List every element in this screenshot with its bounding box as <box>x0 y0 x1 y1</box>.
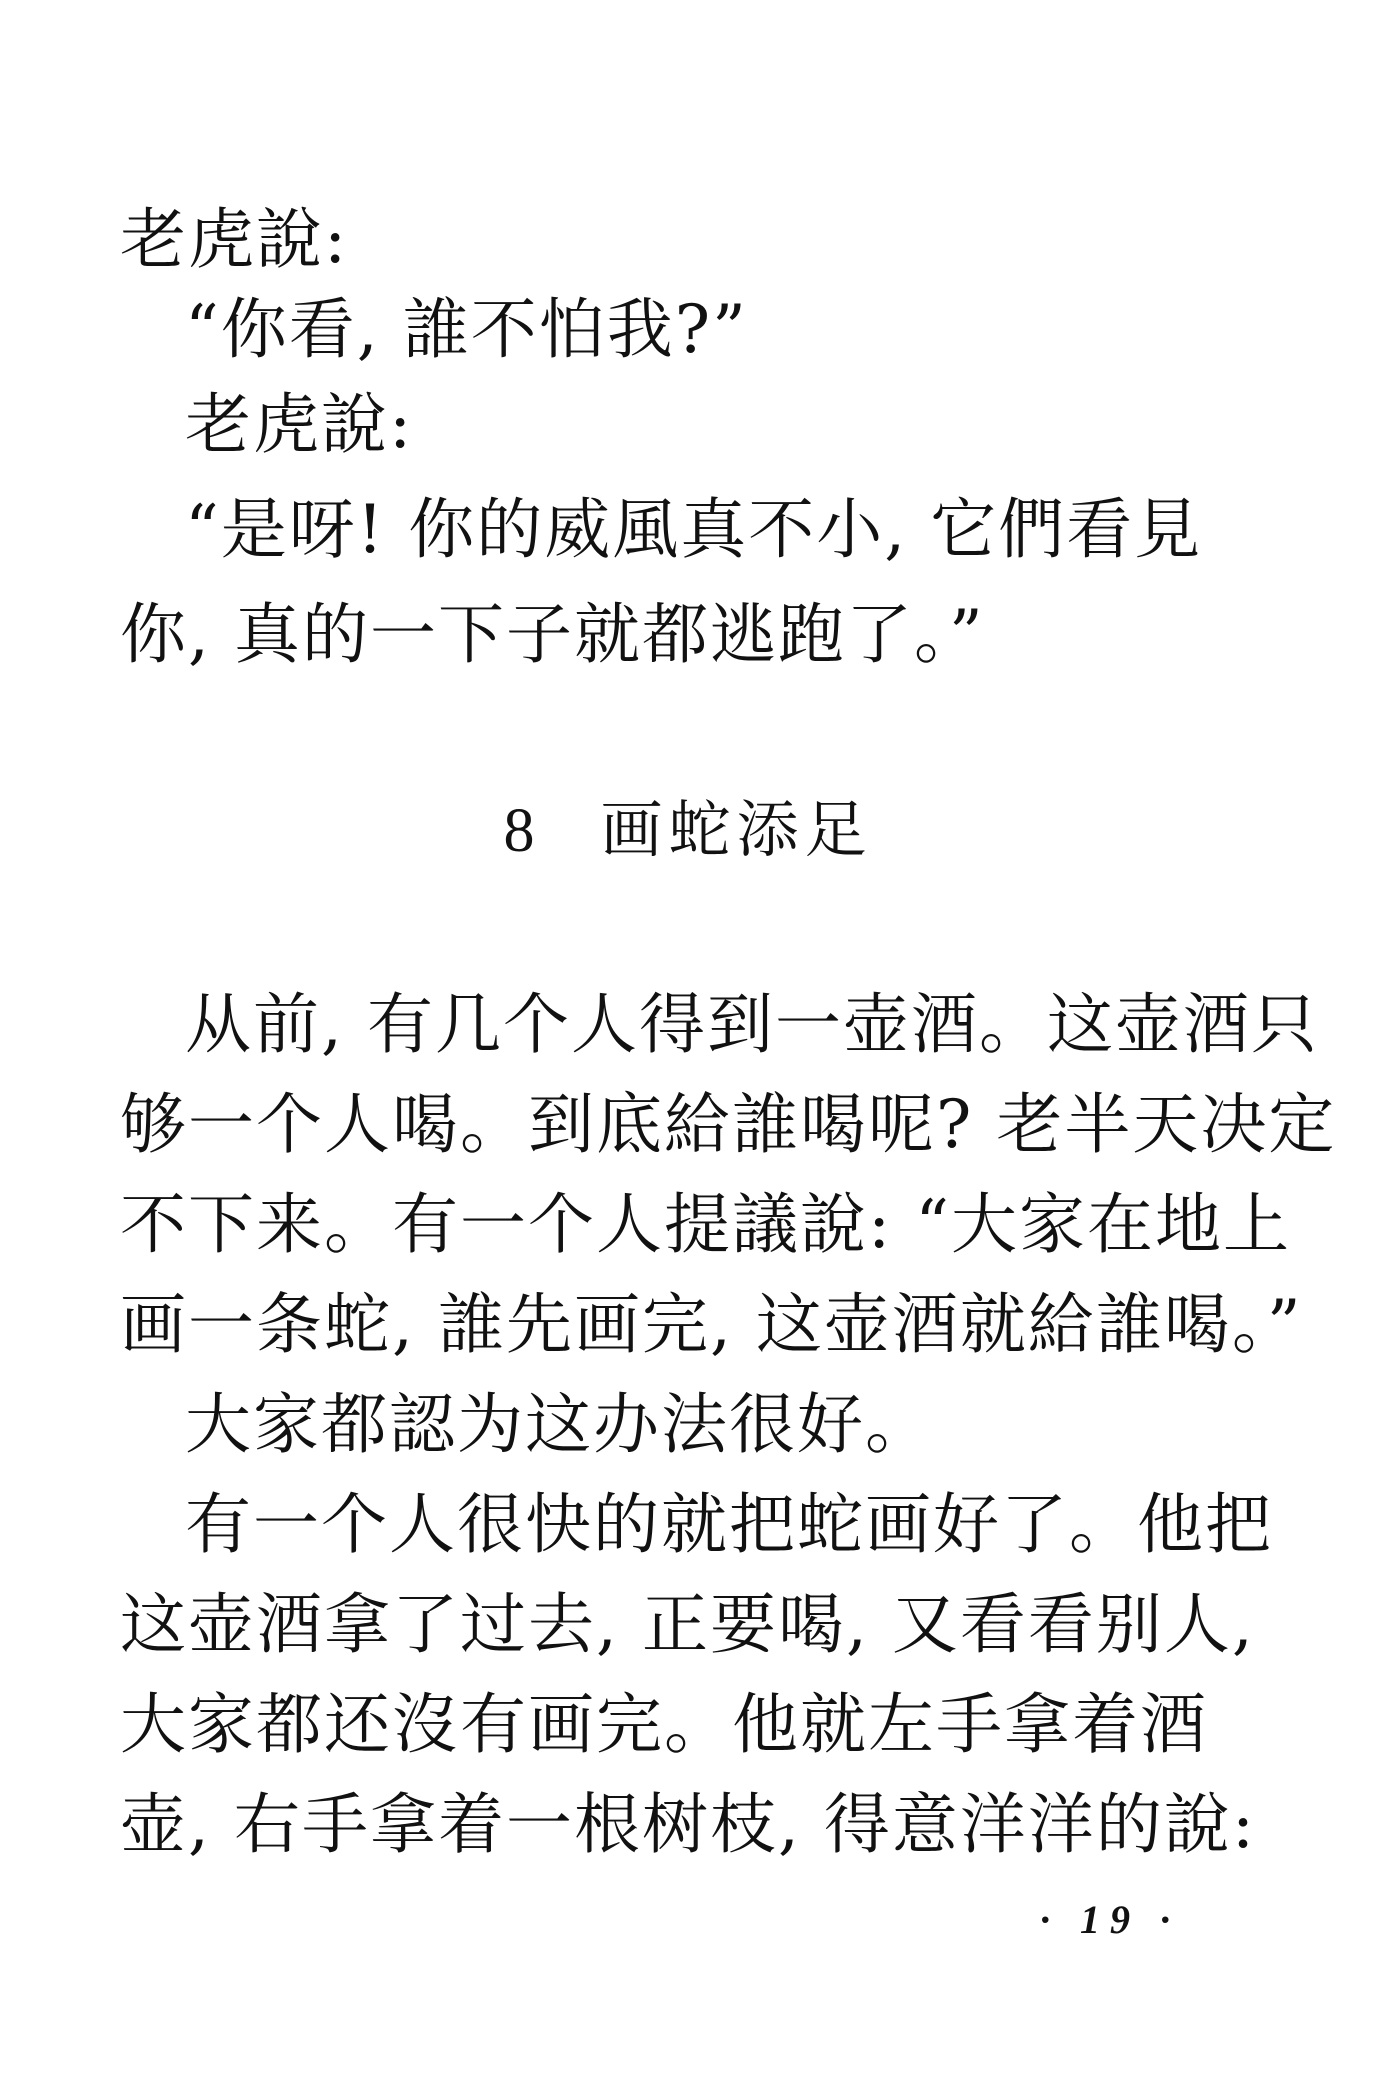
section-title: 画蛇添足 <box>600 793 873 866</box>
text-line: “是呀! 你的威風真不小, 它們看見 <box>185 491 1203 568</box>
text-line: 有一个人很快的就把蛇画好了。他把 <box>185 1486 1273 1563</box>
text-line: 大家都認为这办法很好。 <box>185 1386 933 1463</box>
text-line: 老虎說: <box>185 386 414 463</box>
text-line: 不下来。有一个人提議說: “大家在地上 <box>120 1186 1291 1263</box>
text-line: “你看, 誰不怕我?” <box>185 291 748 368</box>
text-line: 从前, 有几个人得到一壶酒。这壶酒只 <box>185 986 1319 1063</box>
text-line: 画一条蛇, 誰先画完, 这壶酒就給誰喝。” <box>120 1286 1303 1363</box>
page-number: · 19 · <box>1040 1897 1180 1942</box>
section-heading <box>0 780 1376 881</box>
section-number: 8 <box>503 797 541 865</box>
text-line: 大家都还沒有画完。他就左手拿着酒 <box>120 1686 1208 1763</box>
text-line: 老虎說: <box>120 201 349 278</box>
text-line: 壶, 右手拿着一根树枝, 得意洋洋的說: <box>120 1786 1257 1863</box>
text-line: 这壶酒拿了过去, 正要喝, 又看看别人, <box>120 1586 1255 1663</box>
text-line: 够一个人喝。到底給誰喝呢? 老半天决定 <box>120 1086 1337 1163</box>
text-line: 你, 真的一下子就都逃跑了。” <box>120 596 985 673</box>
